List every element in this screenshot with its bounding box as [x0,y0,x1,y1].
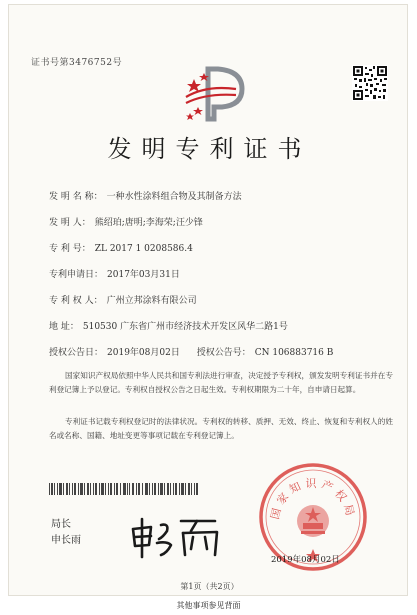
field-label: 专 利 号： [49,244,91,254]
chief-title: 局长 [51,519,71,530]
field-application-date [49,267,180,280]
page-number: 第1页（共2页） [180,582,239,591]
field-value: 熊绍珀;唐明;李海荣;汪少锋 [94,218,203,228]
field-value: 2019年08月02日 [107,348,180,358]
patent-office-logo-icon [184,63,254,125]
signature-icon [127,515,227,561]
seal-date: 2019年08月02日 [271,555,340,565]
field-value: 2017年03月31日 [107,270,180,280]
field-label: 专 利 权 人： [49,296,103,306]
field-value: ZL 2017 1 0208586.4 [94,244,193,254]
legal-status-note: 专利证书记载专利权登记时的法律状况。专利权的转移、质押、无效、终止、恢复和专利权人的姓名或名称、国籍、地址变更等事项记载在专利登记簿上。 [49,417,393,440]
grant-statement: 国家知识产权局依照中华人民共和国专利法进行审查，决定授予专利权，颁发发明专利证书并在专利登记簿上予以登记。专利权自授权公告之日起生效。专利权期限为二十年，自申请日起算。 [49,371,393,394]
certificate-title: 发明专利证书 [107,135,312,163]
field-value: 广州立邦涂料有限公司 [106,296,197,306]
field-patent-number [49,241,193,254]
certificate-sheet [8,4,408,596]
field-label: 地 址： [49,322,79,332]
field-value-2: CN 106883716 B [254,348,334,358]
field-label: 专利申请日： [49,270,104,280]
field-grant-announcement [49,345,333,358]
seal-text: 国家知识产权局 [268,476,358,521]
back-side-note: 其他事项参见背面 [176,601,241,610]
field-label: 发 明 人： [49,218,91,228]
barcode-icon [49,483,199,495]
field-label: 发 明 名 称： [49,192,103,202]
field-value: 510530 广东省广州市经济技术开发区风华二路1号 [82,322,288,332]
field-label: 授权公告日： [49,348,104,358]
field-address [49,319,288,332]
field-inventors [49,215,203,228]
chief-name: 申长雨 [51,535,81,546]
field-value: 一种水性涂料组合物及其制备方法 [106,192,242,202]
certificate-number: 证书号第3476752号 [31,58,123,68]
field-invention-name [49,189,242,202]
field-label-2: 授权公告号： [196,348,251,358]
qr-code-icon [352,65,388,101]
field-patentee [49,293,197,306]
